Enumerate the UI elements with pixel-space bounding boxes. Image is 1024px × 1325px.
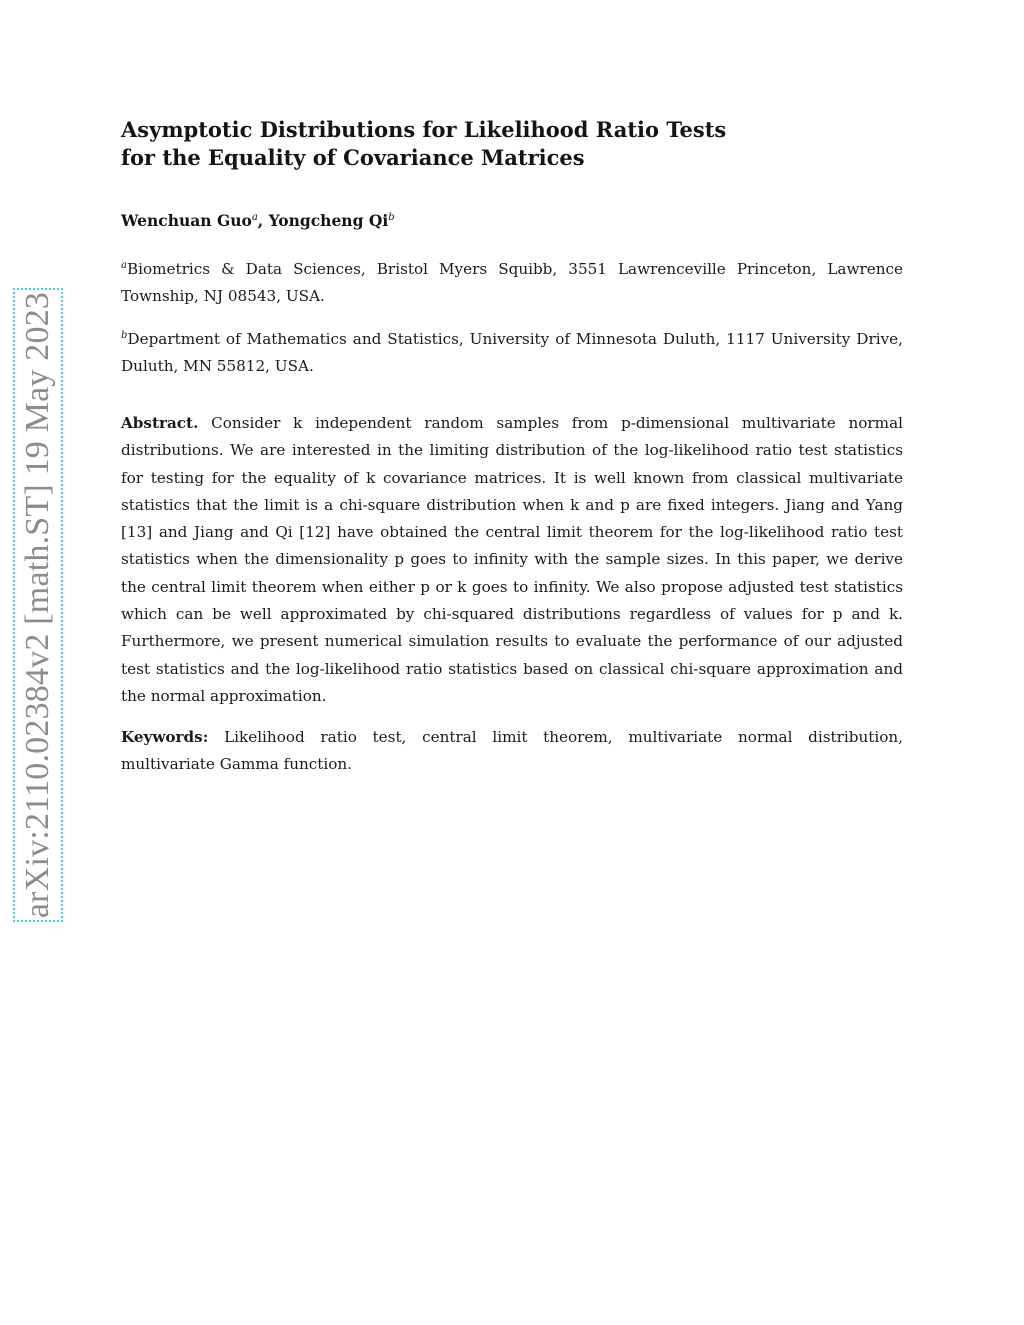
arxiv-stamp-text: arXiv:2110.02384v2 [math.ST] 19 May 2023 [19,291,56,919]
arxiv-stamp[interactable] [13,288,63,922]
affiliation-text: Department of Mathematics and Statistics, University of Minnesota Duluth, 1117 University Drive, Duluth, MN 55812, USA. [121,330,903,375]
title-line-2: for the Equality of Covariance Matrices [121,145,585,170]
author-list [121,206,395,233]
affiliation-text: Biometrics & Data Sciences, Bristol Myers Squibb, 3551 Lawrenceville Princeton, Lawrence Township, NJ 08543, USA. [121,260,903,305]
abstract [121,410,903,710]
affiliation-mark: a [251,212,258,223]
author-name: Yongcheng Qi [268,211,389,230]
affiliation-a [121,252,903,310]
affiliation-mark: a [121,260,127,271]
title-line-1: Asymptotic Distributions for Likelihood Ratio Tests [121,117,727,142]
paper-title [121,116,881,172]
abstract-text: Consider k independent random samples from p-dimensional multivariate normal distributions. We are interested in the limiting distribution of the log-likelihood ratio test statistics for testing for the equality of k covariance matrices. It is well known from classical multivariate statistics that the limit is a chi-square distribution when k and p are fixed integers. Jiang and Yang [13] and Jiang and Qi [12] have obtained the central limit theorem for the log-likelihood ratio test statistics when the dimensionality p goes to infinity with the sample sizes. In this paper, we derive the central limit theorem when either p or k goes to infinity. We also propose adjusted test statistics which can be well approximated by chi-squared distributions regardless of values for p and k. Furthermore, we present numerical simulation results to evaluate the performance of our adjusted test statistics and the log-likelihood ratio statistics based on classical chi-square approximation and the normal approximation. [121,414,904,705]
affiliation-b [121,322,903,380]
author-separator: , [257,211,269,230]
keywords [121,724,903,778]
affiliation-mark: b [121,330,128,341]
affiliation-mark: b [388,212,395,223]
keywords-label: Keywords: [121,728,209,746]
abstract-label: Abstract. [121,414,199,432]
author-name: Wenchuan Guo [121,211,252,230]
keywords-text: Likelihood ratio test, central limit theorem, multivariate normal distribution, multivariate Gamma function. [121,728,903,773]
